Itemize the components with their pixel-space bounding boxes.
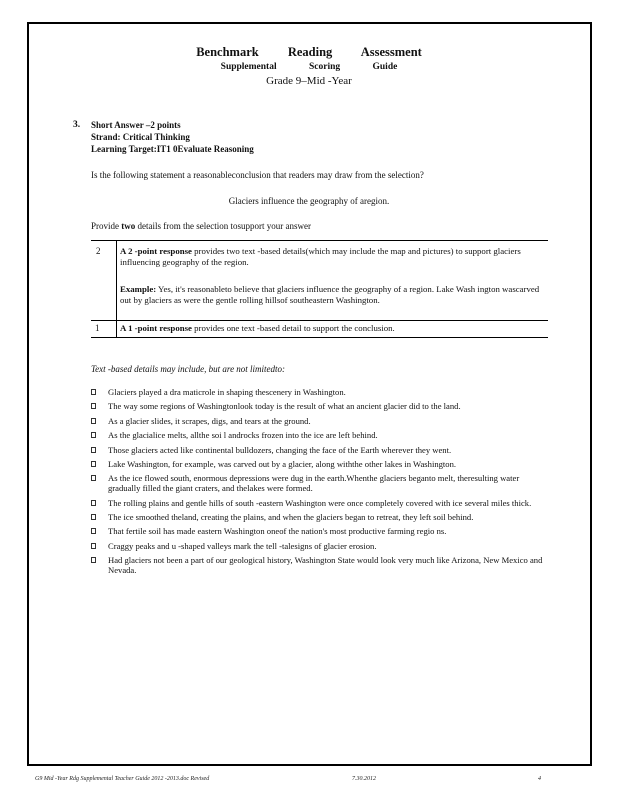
- document-subtitle: Supplemental Scoring Guide: [220, 62, 398, 72]
- grade-label: Grade 9–Mid -Year: [266, 75, 352, 87]
- footer-filename: G9 Mid -Year Rdg Supplemental Teacher Guide 2012 -2013.doc Revised: [35, 776, 210, 782]
- list-item: As the glacialice melts, allthe soi l androcks frozen into the ice are left behind.: [91, 431, 546, 441]
- list-item: As a glacier slides, it scrapes, digs, and tears at the ground.: [91, 417, 546, 427]
- list-item: Craggy peaks and u -shaped valleys mark the tell -talesigns of glacier erosion.: [91, 542, 546, 552]
- question-prompt: Is the following statement a reasonableconclusion that readers may draw from the selection?: [91, 170, 424, 180]
- rubric-2-point: A 2 -point response provides two text -based details(which may include the map and pictures) to support glaciers influencing geography of the region.: [120, 246, 521, 267]
- rubric-bottom-rule: [91, 337, 548, 338]
- footer-page-number: 4: [538, 776, 541, 782]
- list-item: Those glaciers acted like continental bulldozers, changing the face of the Earth wherever they went.: [91, 446, 546, 456]
- question-type: Short Answer –2 points: [91, 120, 181, 130]
- learning-target: Learning Target:IT1 0Evaluate Reasoning: [91, 144, 254, 154]
- list-item: Lake Washington, for example, was carved out by a glacier, along withthe other lakes in Washington.: [91, 460, 546, 470]
- list-item: That fertile soil has made eastern Washington oneof the nation's most productive farming regio ns.: [91, 527, 546, 537]
- rubric-1-point: A 1 -point response provides one text -based detail to support the conclusion.: [120, 323, 395, 333]
- question-instruction: Provide two details from the selection tosupport your answer: [91, 221, 311, 231]
- score-1: 1: [95, 323, 100, 333]
- checkbox-icon: [91, 475, 96, 481]
- checkbox-icon: [91, 514, 96, 520]
- checkbox-icon: [91, 500, 96, 506]
- checkbox-icon: [91, 543, 96, 549]
- checkbox-icon: [91, 389, 96, 395]
- list-item: Glaciers played a dra maticrole in shaping thescenery in Washington.: [91, 388, 546, 398]
- list-item: As the ice flowed south, enormous depressions were dug in the earth.Whenthe glaciers beganto melt, theresulting water gradually filled the giant craters, and thelakes were formed.: [91, 474, 546, 494]
- checkbox-icon: [91, 557, 96, 563]
- checkbox-icon: [91, 432, 96, 438]
- list-item: The rolling plains and gentle hills of south -eastern Washington were once completely covered with ice several miles thick.: [91, 499, 546, 509]
- details-intro: Text -based details may include, but are not limitedto:: [91, 364, 286, 374]
- rubric-divider: [116, 240, 117, 337]
- checkbox-icon: [91, 528, 96, 534]
- conclusion-statement: Glaciers influence the geography of aregion.: [228, 196, 390, 206]
- footer-date: 7.30.2012: [352, 776, 376, 782]
- list-item: The way some regions of Washingtonlook today is the result of what an ancient glacier did to the land.: [91, 402, 546, 412]
- rubric-example: Example: Yes, it's reasonableto believe that glaciers influence the geography of a region. Lake Wash ington wascarved out by glaciers as were the gentle rolling hillsof southeastern Washington.: [120, 284, 540, 305]
- checkbox-icon: [91, 403, 96, 409]
- checkbox-icon: [91, 447, 96, 453]
- checkbox-icon: [91, 418, 96, 424]
- details-list: [91, 388, 546, 580]
- list-item: The ice smoothed theland, creating the plains, and when the glaciers began to retreat, they left soil behind.: [91, 513, 546, 523]
- strand: Strand: Critical Thinking: [91, 132, 190, 142]
- document-title: Benchmark Reading Assessment: [196, 45, 422, 59]
- checkbox-icon: [91, 461, 96, 467]
- list-item: Had glaciers not been a part of our geological history, Washington State would look very much like Arizona, New Mexico and Nevada.: [91, 556, 546, 576]
- rubric-top-rule: [91, 240, 548, 241]
- rubric-middle-rule: [91, 320, 548, 321]
- score-2: 2: [96, 246, 101, 256]
- question-number: 3.: [73, 120, 81, 130]
